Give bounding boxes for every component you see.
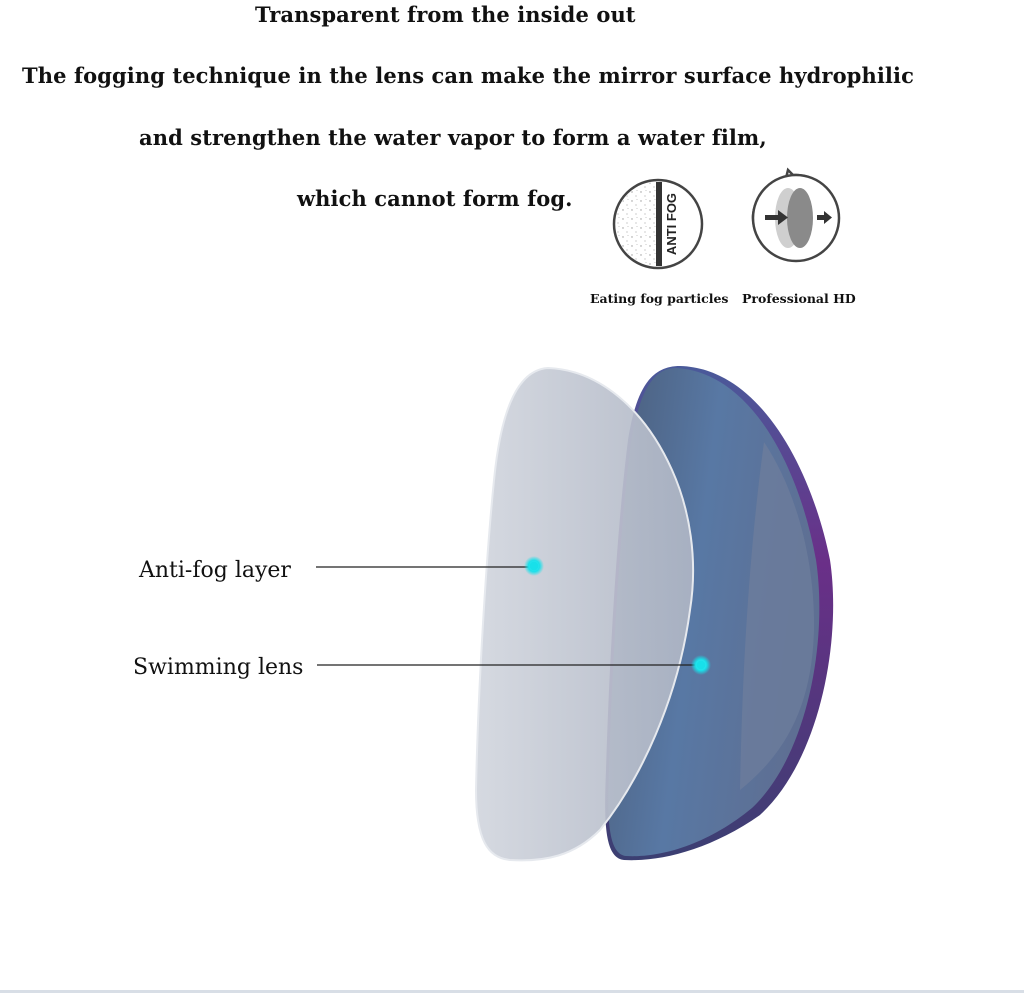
badge-caption-fog-particles: Eating fog particles <box>590 291 729 306</box>
swimming-lens-marker-core <box>697 661 706 670</box>
headline-line-3: and strengthen the water vapor to form a water film, <box>139 125 767 150</box>
hd-lens-arrow-icon <box>753 170 839 261</box>
anti-fog-marker-core <box>530 562 539 571</box>
anti-fog-icon-text: ANTI FOG <box>664 192 679 256</box>
headline-line-4: which cannot form fog. <box>297 186 573 211</box>
badge-caption-professional-hd: Professional HD <box>742 291 856 306</box>
swimming-lens-label: Swimming lens <box>133 655 304 680</box>
anti-fog-layer-label: Anti-fog layer <box>139 558 291 583</box>
anti-fog-particles-icon <box>614 180 702 268</box>
headline-line-1: Transparent from the inside out <box>255 2 636 27</box>
headline-line-2: The fogging technique in the lens can make the mirror surface hydrophilic <box>22 63 914 88</box>
